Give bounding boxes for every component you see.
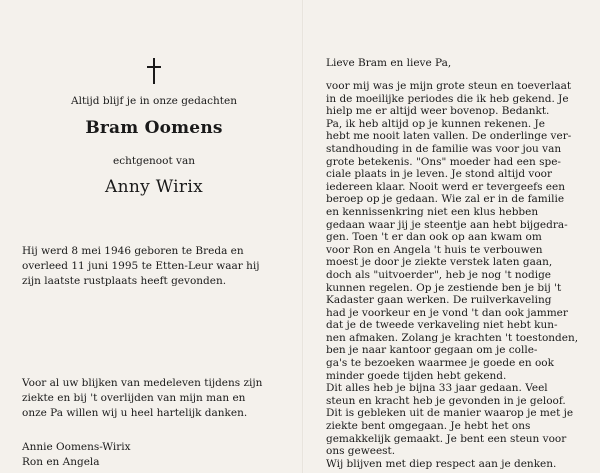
letter-line: Dit is gebleken uit de manier waarop je met je bbox=[326, 407, 574, 420]
letter-line: Pa, ik heb altijd op je kunnen rekenen. Je bbox=[326, 117, 545, 130]
letter-line: standhouding in de familie was voor jou van bbox=[326, 142, 562, 155]
cross-icon bbox=[147, 58, 161, 84]
letter-line: had je voorkeur en je vond 't dan ook jammer bbox=[326, 306, 568, 319]
letter-line: doch als "uitvoerder", heb je nog 't nodige bbox=[326, 268, 552, 281]
letter-line: kunnen regelen. Op je zestiende ben je bij 't bbox=[326, 281, 562, 294]
letter-line: ciale plaats in je leven. Je stond altijd voor bbox=[326, 168, 552, 181]
letter-line: Wij blijven met diep respect aan je denken. bbox=[326, 457, 557, 470]
letter-line: en kennissenkring niet een klus hebben bbox=[326, 205, 539, 218]
letter-line: in de moeilijke periodes die ik heb gekend. Je bbox=[326, 92, 569, 105]
letter-body bbox=[326, 80, 594, 470]
thanks-message bbox=[22, 376, 297, 421]
letter-line: nen afmaken. Zolang je krachten 't toestonden, bbox=[326, 331, 579, 344]
letter-greeting: Lieve Bram en lieve Pa, bbox=[326, 57, 452, 69]
letter-line: minder goede tijden hebt gekend. bbox=[326, 369, 507, 382]
letter-line: grote betekenis. "Ons" moeder had een spe- bbox=[326, 155, 561, 168]
thanks-line: onze Pa willen wij u heel hartelijk danken. bbox=[22, 407, 248, 419]
letter-line: beroep op je gedaan. Wie zal er in de familie bbox=[326, 193, 565, 206]
letter-line: steun en kracht heb je gevonden in je geloof. bbox=[326, 394, 566, 407]
page-fold bbox=[302, 0, 304, 473]
spouse-label: echtgenoot van bbox=[113, 155, 195, 167]
letter-line: gemakkelijk gemaakt. Je bent een steun voor bbox=[326, 432, 567, 445]
spouse-name: Anny Wirix bbox=[105, 177, 203, 197]
signer: Ron en Angela bbox=[22, 456, 100, 468]
letter-line: gen. Toen 't er dan ook op aan kwam om bbox=[326, 231, 542, 244]
biography bbox=[22, 244, 297, 289]
letter-line: ons geweest. bbox=[326, 445, 396, 458]
letter-line: hielp me er altijd weer bovenop. Bedankt. bbox=[326, 105, 550, 118]
letter-line: ga's te bezoeken waarmee je goede en ook bbox=[326, 357, 554, 370]
letter-line: voor Ron en Angela 't huis te verbouwen bbox=[326, 243, 543, 256]
letter-line: Kadaster gaan werken. De ruilverkaveling bbox=[326, 294, 552, 307]
signer: Annie Oomens-Wirix bbox=[22, 441, 131, 453]
bio-line: overleed 11 juni 1995 te Etten-Leur waar hij bbox=[22, 260, 260, 272]
signers bbox=[22, 440, 297, 470]
bio-line: Hij werd 8 mei 1946 geboren te Breda en bbox=[22, 245, 244, 257]
letter-line: voor mij was je mijn grote steun en toeverlaat bbox=[326, 80, 572, 92]
letter-line: iedereen klaar. Nooit werd er tevergeefs een bbox=[326, 180, 565, 193]
deceased-name: Bram Oomens bbox=[85, 118, 223, 138]
thanks-line: ziekte en bij 't overlijden van mijn man en bbox=[22, 392, 246, 404]
thanks-line: Voor al uw blijken van medeleven tijdens zijn bbox=[22, 377, 263, 389]
letter-line: ziekte bent omgegaan. Je hebt het ons bbox=[326, 420, 531, 433]
letter-line: moest je door je ziekte verstek laten gaan, bbox=[326, 256, 553, 269]
motto: Altijd blijf je in onze gedachten bbox=[71, 95, 237, 107]
letter-line: ben je naar kantoor gegaan om je colle- bbox=[326, 344, 538, 357]
letter-line: dat je de tweede verkaveling niet hebt kun- bbox=[326, 319, 558, 332]
letter-line: hebt me nooit laten vallen. De onderlinge ver- bbox=[326, 130, 572, 143]
bio-line: zijn laatste rustplaats heeft gevonden. bbox=[22, 275, 227, 287]
letter-line: gedaan waar jij je steentje aan hebt bijgedra- bbox=[326, 218, 568, 231]
letter-line: Dit alles heb je bijna 33 jaar gedaan. Veel bbox=[326, 382, 548, 395]
